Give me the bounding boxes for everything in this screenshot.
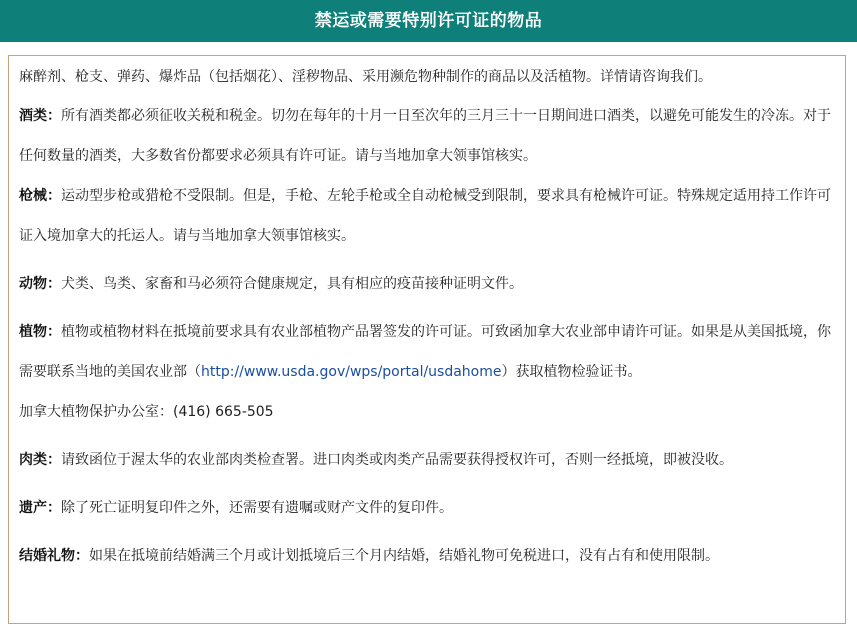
page-title: 禁运或需要特别许可证的物品 [0,0,857,42]
section-label: 肉类： [19,452,61,468]
section-alcohol [19,96,835,176]
restricted-items-panel [8,55,846,624]
section-text: 如果在抵境前结婚满三个月或计划抵境后三个月内结婚，结婚礼物可免税进口，没有占有和使用限制。 [89,548,719,564]
section-label: 酒类： [19,108,61,124]
section-text: 请致函位于渥太华的农业部肉类检查署。进口肉类或肉类产品需要获得授权许可，否则一经抵境，即被没收。 [61,452,733,468]
section-text: 除了死亡证明复印件之外，还需要有遗嘱或财产文件的复印件。 [61,500,453,516]
section-label: 结婚礼物： [19,548,89,564]
section-label: 动物： [19,276,61,292]
section-plants [19,312,835,432]
section-text: 运动型步枪或猎枪不受限制。但是，手枪、左轮手枪或全自动枪械受到限制，要求具有枪械许可证。特殊规定适用持工作许可证入境加拿大的托运人。请与当地加拿大领事馆核实。 [19,188,831,244]
section-text: 所有酒类都必须征收关税和税金。切勿在每年的十月一日至次年的三月三十一日期间进口酒类，以避免可能发生的冷冻。对于任何数量的酒类，大多数省份都要求必须具有许可证。请与当地加拿大领事馆核实。 [19,108,831,164]
section-wedding-gifts [19,536,835,576]
section-text: 植物或植物材料在抵境前要求具有农业部植物产品署签发的许可证。可致函加拿大农业部申请许可证。如果是从美国抵境，你需要联系当地的美国农业部（ [19,324,831,380]
section-estate [19,488,835,528]
section-meat [19,440,835,480]
section-text-after: ）获取植物检验证书。 [501,364,642,380]
section-text: 犬类、鸟类、家畜和马必须符合健康规定，具有相应的疫苗接种证明文件。 [61,276,523,292]
intro-text: 麻醉剂、枪支、弹药、爆炸品（包括烟花）、淫秽物品、采用濒危物种制作的商品以及活植物。详情请咨询我们。 [19,69,712,85]
section-label: 植物： [19,324,61,340]
section-label: 枪械： [19,188,61,204]
plant-office-contact: 加拿大植物保护办公室：(416) 665-505 [19,404,274,420]
section-animals [19,264,835,304]
usda-link[interactable]: http://www.usda.gov/wps/portal/usdahome [201,364,502,380]
section-firearms [19,176,835,256]
section-label: 遗产： [19,500,61,516]
